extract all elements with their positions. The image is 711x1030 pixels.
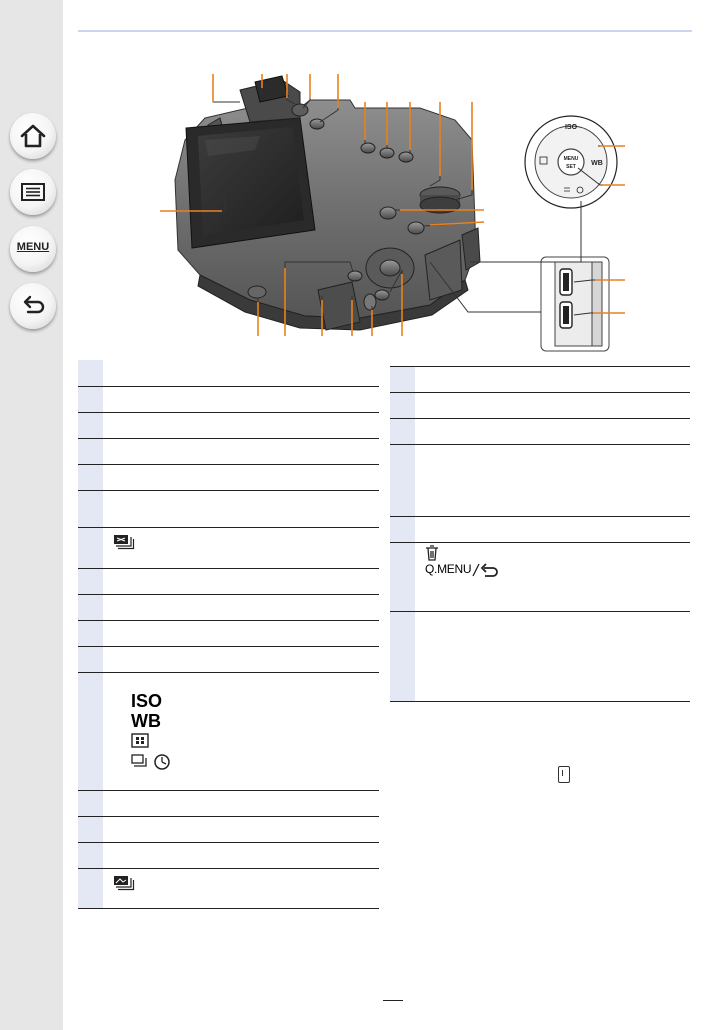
parts-table-right	[390, 366, 690, 702]
playback-mode-icon	[113, 875, 135, 891]
table-row	[78, 464, 379, 490]
row-description-cell	[103, 568, 379, 594]
trash-icon	[425, 543, 690, 562]
wb-icon: WB	[131, 710, 161, 731]
table-row	[78, 620, 379, 646]
row-description-cell	[415, 543, 690, 612]
row-description-cell	[103, 672, 379, 790]
row-number-cell	[78, 672, 103, 790]
drive-self-timer-icon	[131, 751, 379, 771]
terminal-detail	[541, 257, 609, 351]
iso-icon: ISO	[131, 690, 163, 711]
row-description-cell	[103, 816, 379, 842]
row-number-cell	[78, 568, 103, 594]
row-description-cell	[103, 464, 379, 490]
table-row	[390, 543, 690, 612]
table-row	[78, 842, 379, 868]
table-row	[78, 646, 379, 672]
set-label-bottom: SET	[566, 164, 576, 170]
table-row	[78, 672, 379, 790]
table-row	[78, 816, 379, 842]
row-number-cell	[78, 386, 103, 412]
menu-label: MENU	[16, 241, 50, 253]
camera-rear-illustration	[0, 0, 711, 360]
row-description-cell	[103, 646, 379, 672]
table-row	[390, 419, 690, 445]
row-description-cell	[103, 438, 379, 464]
table-row	[390, 612, 690, 702]
row-number-cell	[78, 490, 103, 527]
row-description-cell	[103, 620, 379, 646]
table-row	[390, 367, 690, 393]
row-description-cell	[415, 445, 690, 517]
camera-body	[175, 76, 480, 330]
row-number-cell	[78, 842, 103, 868]
row-number-cell	[78, 620, 103, 646]
row-description-cell	[415, 419, 690, 445]
row-number-cell	[390, 517, 415, 543]
menu-label-top: MENU	[563, 156, 579, 162]
row-number-cell	[390, 419, 415, 445]
row-number-cell	[78, 360, 103, 386]
bracket-mode-icon	[113, 534, 135, 550]
row-description-cell	[103, 527, 379, 568]
row-number-cell	[390, 543, 415, 612]
row-number-cell	[78, 464, 103, 490]
table-row	[390, 517, 690, 543]
table-row	[78, 386, 379, 412]
row-description-cell	[103, 360, 379, 386]
row-description-cell	[415, 517, 690, 543]
table-row	[78, 790, 379, 816]
row-description-cell	[103, 842, 379, 868]
row-number-cell	[78, 816, 103, 842]
table-row	[78, 412, 379, 438]
row-number-cell	[78, 790, 103, 816]
fn-button-icon	[558, 766, 570, 783]
row-number-cell	[78, 646, 103, 672]
table-row	[78, 594, 379, 620]
row-number-cell	[78, 594, 103, 620]
row-number-cell	[78, 868, 103, 908]
row-description-cell	[415, 367, 690, 393]
table-row	[78, 490, 379, 527]
page-number	[383, 992, 403, 1001]
row-description-cell	[415, 393, 690, 419]
row-number-cell	[390, 393, 415, 419]
row-number-cell	[78, 412, 103, 438]
row-description-cell	[103, 868, 379, 908]
row-description-cell	[103, 490, 379, 527]
row-description-cell	[103, 594, 379, 620]
af-area-icon	[131, 731, 379, 751]
row-number-cell	[78, 438, 103, 464]
row-description-cell	[103, 386, 379, 412]
table-row	[78, 527, 379, 568]
row-number-cell	[390, 445, 415, 517]
row-number-cell	[78, 527, 103, 568]
table-row	[78, 360, 379, 386]
row-description-cell	[103, 790, 379, 816]
wb-label: WB	[591, 160, 603, 167]
iso-label: ISO	[564, 124, 578, 131]
parts-table-left	[78, 360, 379, 909]
q-menu-label: Q.MENU	[425, 562, 472, 577]
row-description-cell	[415, 612, 690, 702]
slash-return-icon	[471, 562, 501, 578]
row-number-cell	[390, 612, 415, 702]
table-row	[78, 568, 379, 594]
row-description-cell	[103, 412, 379, 438]
table-row	[78, 438, 379, 464]
control-dial-detail	[525, 116, 617, 208]
row-number-cell	[390, 367, 415, 393]
table-row	[390, 445, 690, 517]
table-row	[390, 393, 690, 419]
table-row	[78, 868, 379, 908]
